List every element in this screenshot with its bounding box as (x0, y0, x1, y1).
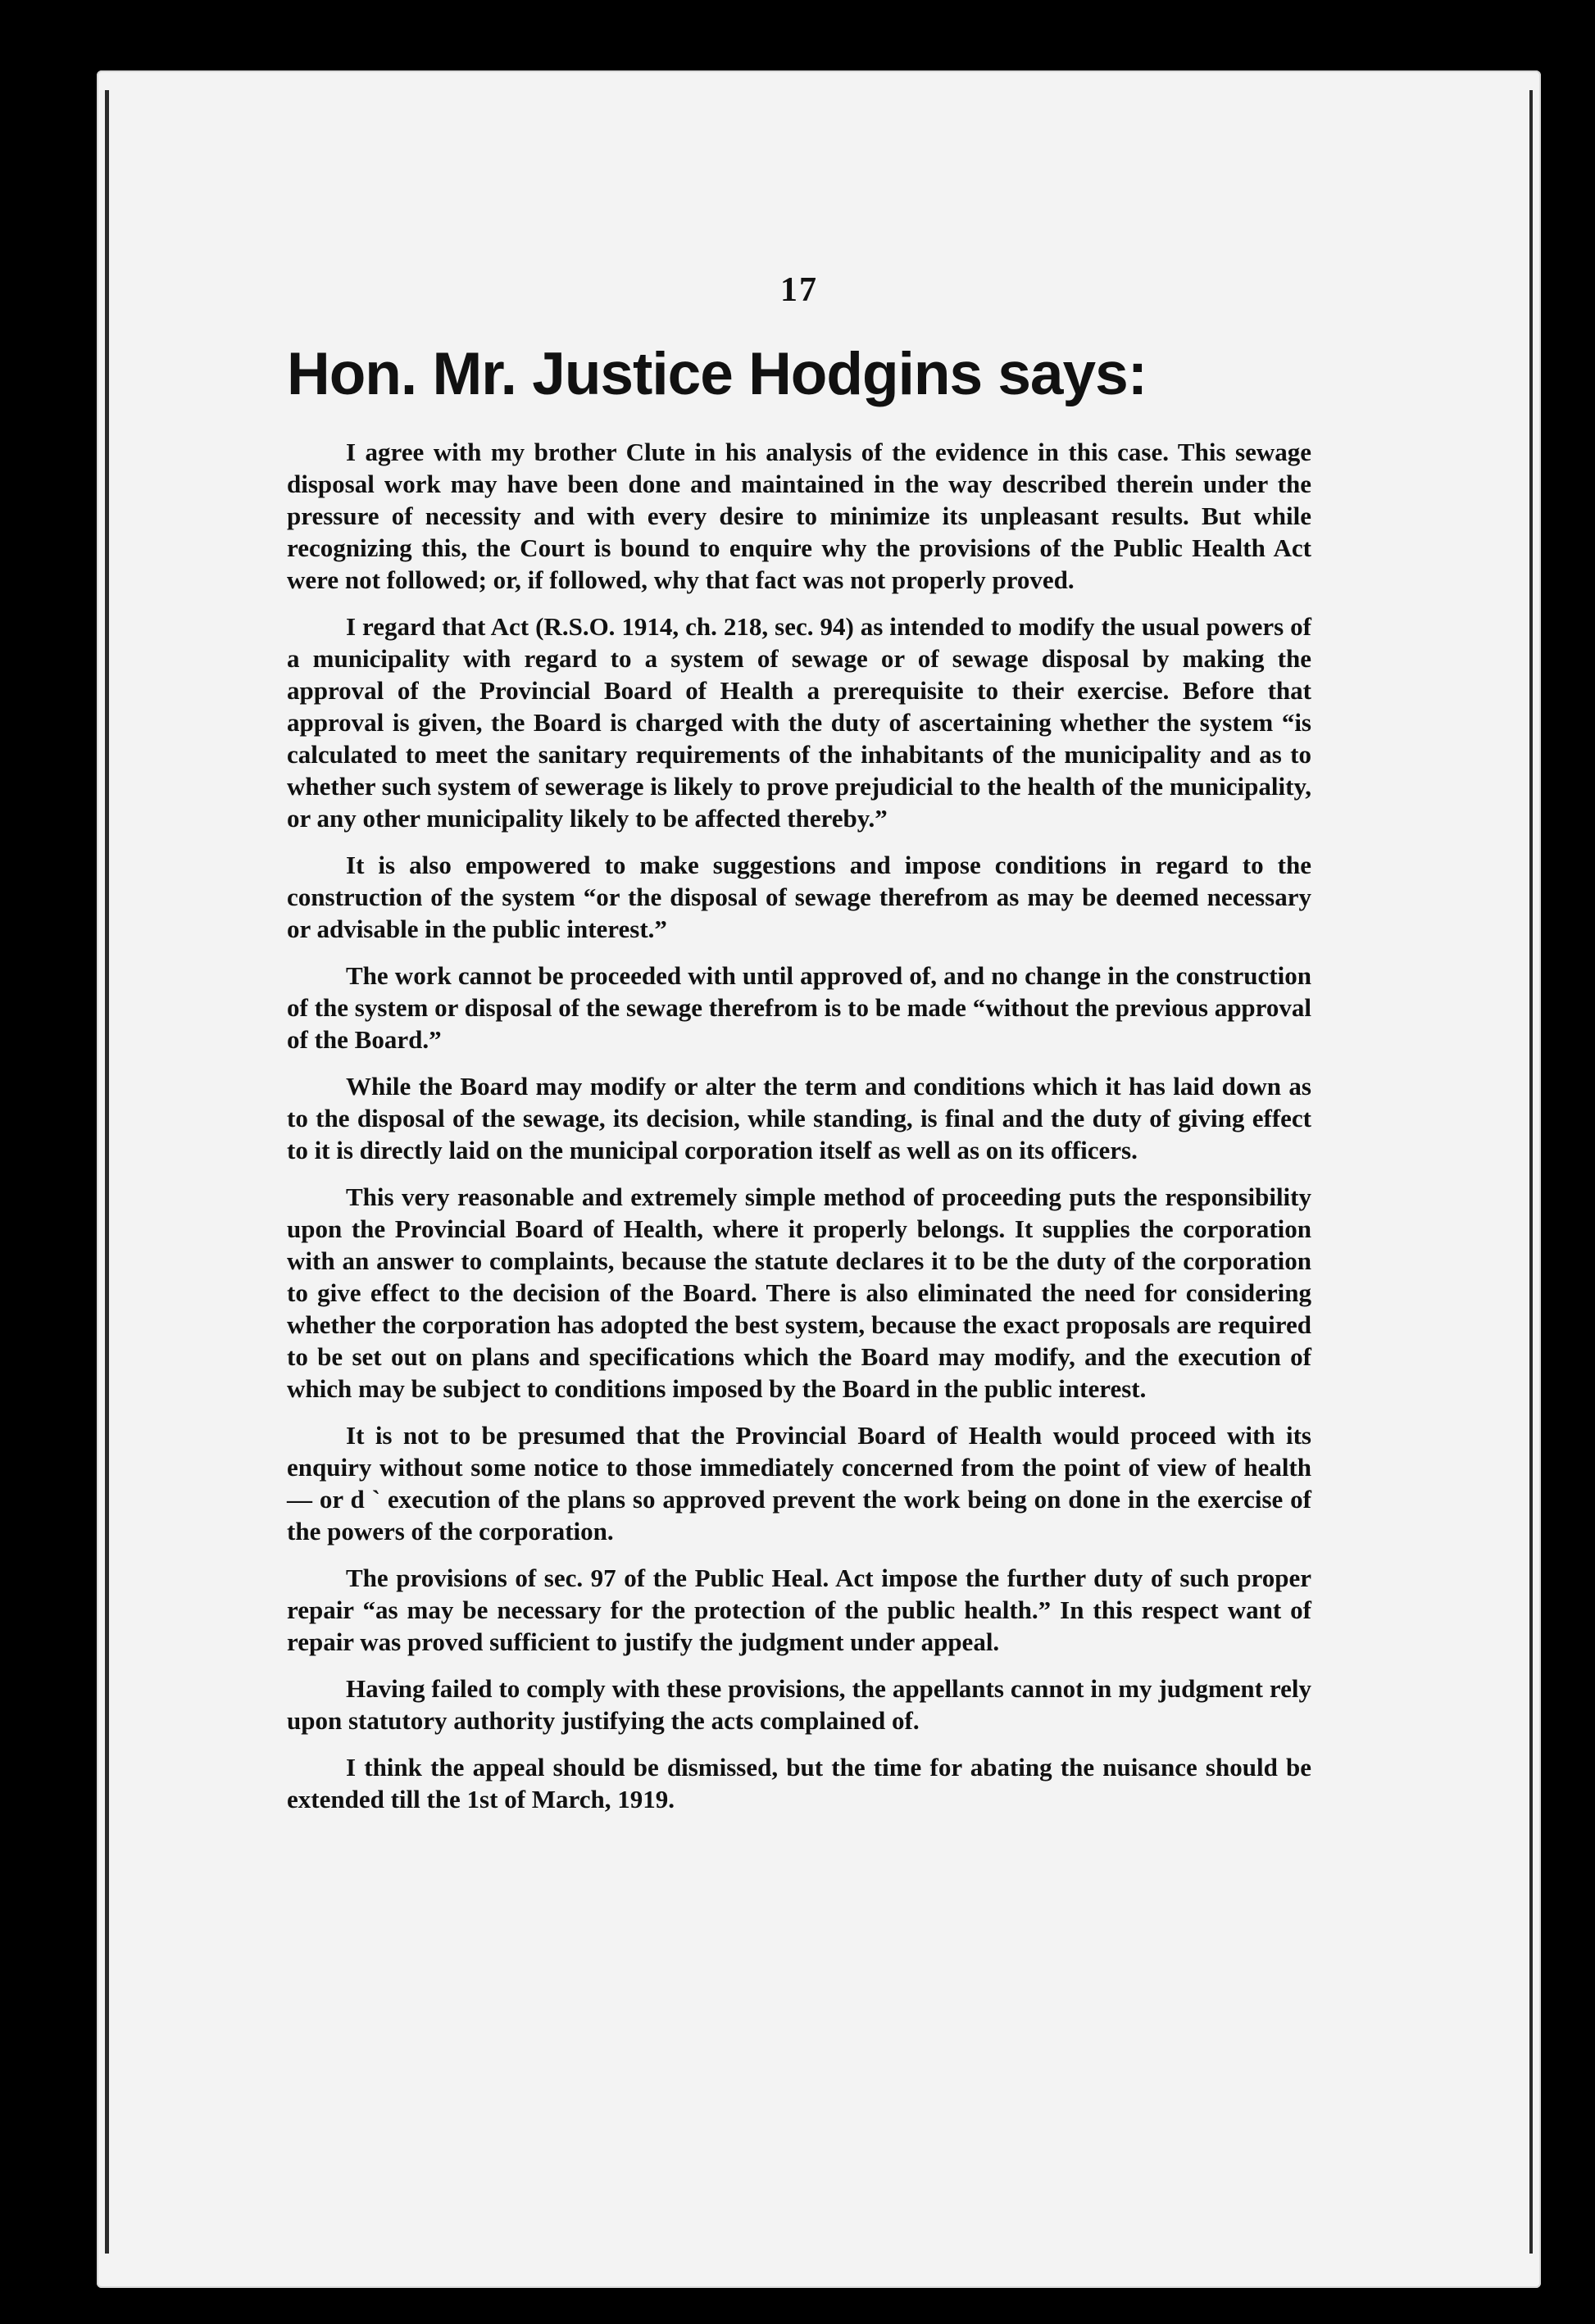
paragraph-9: Having failed to comply with these provisions, the appellants cannot in my judgment rely upon statutory authority justifying the acts complained of. (287, 1674, 1311, 1735)
paragraph-4: The work cannot be proceeded with until approved of, and no change in the construction of the system or disposal of the sewage therefrom is to be made “without the previous approval of the Board.” (287, 961, 1311, 1054)
page-right-edge (1529, 90, 1533, 2254)
paragraph-2: I regard that Act (R.S.O. 1914, ch. 218, sec. 94) as intended to modify the usual powers of a municipality with regard to a system of sewage or of sewage disposal by making the approval of the Provincial Board of Health a prerequisite to their exercise. Before that approval is given, the Board is charged with the duty of ascertaining whether the system “is calculated to meet the sanitary requirements of the inhabitants of the municipality and as to whether such system of sewerage is likely to prove prejudicial to the health of the municipality, or any other municipality likely to be affected thereby.” (287, 612, 1311, 833)
page-number: 17 (780, 271, 818, 309)
paragraph-6: This very reasonable and extremely simple method of proceeding puts the responsibility upon the Provincial Board of Health, where it properly belongs. It supplies the corporation with an answer to complaints, because the statute declares it to be the duty of the corporation to give effect to the decision of the Board. There is also eliminated the need for considering whether the corporation has adopted the best system, because the exact proposals are required to be set out on plans and specifications which the Board may modify, and the execution of which may be subject to conditions imposed by the Board in the public interest. (287, 1182, 1311, 1403)
paragraph-1: I agree with my brother Clute in his analysis of the evidence in this case. This sewage disposal work may have been done and maintained in the way described therein under the pressure of necessity and with every desire to minimize its unpleasant results. But while recognizing this, the Court is bound to enquire why the provisions of the Public Health Act were not followed; or, if followed, why that fact was not properly proved. (287, 438, 1311, 594)
page-heading: Hon. Mr. Justice Hodgins says: (287, 341, 1147, 407)
paragraph-8: The provisions of sec. 97 of the Public Heal. Act impose the further duty of such proper repair “as may be necessary for the protection of the public health.” In this respect want of repair was proved sufficient to justify the judgment under appeal. (287, 1564, 1311, 1656)
page-content (287, 270, 1311, 1830)
paragraph-3: It is also empowered to make suggestions and impose conditions in regard to the construction of the system “or the disposal of sewage therefrom as may be deemed necessary or advisable in the public interest.” (287, 851, 1311, 943)
paragraph-7: It is not to be presumed that the Provincial Board of Health would proceed with its enquiry without some notice to those immediately concerned from the point of view of health— or d ` execution of the plans so approved prevent the work being on done in the exercise of the powers of the corporation. (287, 1421, 1311, 1546)
paragraph-5: While the Board may modify or alter the term and conditions which it has laid down as to the disposal of the sewage, its decision, while standing, is final and the duty of giving effect to it is directly laid on the municipal corporation itself as well as on its officers. (287, 1072, 1311, 1164)
page-left-edge (105, 90, 109, 2254)
paragraph-10: I think the appeal should be dismissed, but the time for abating the nuisance should be extended till the 1st of March, 1919. (287, 1753, 1311, 1813)
